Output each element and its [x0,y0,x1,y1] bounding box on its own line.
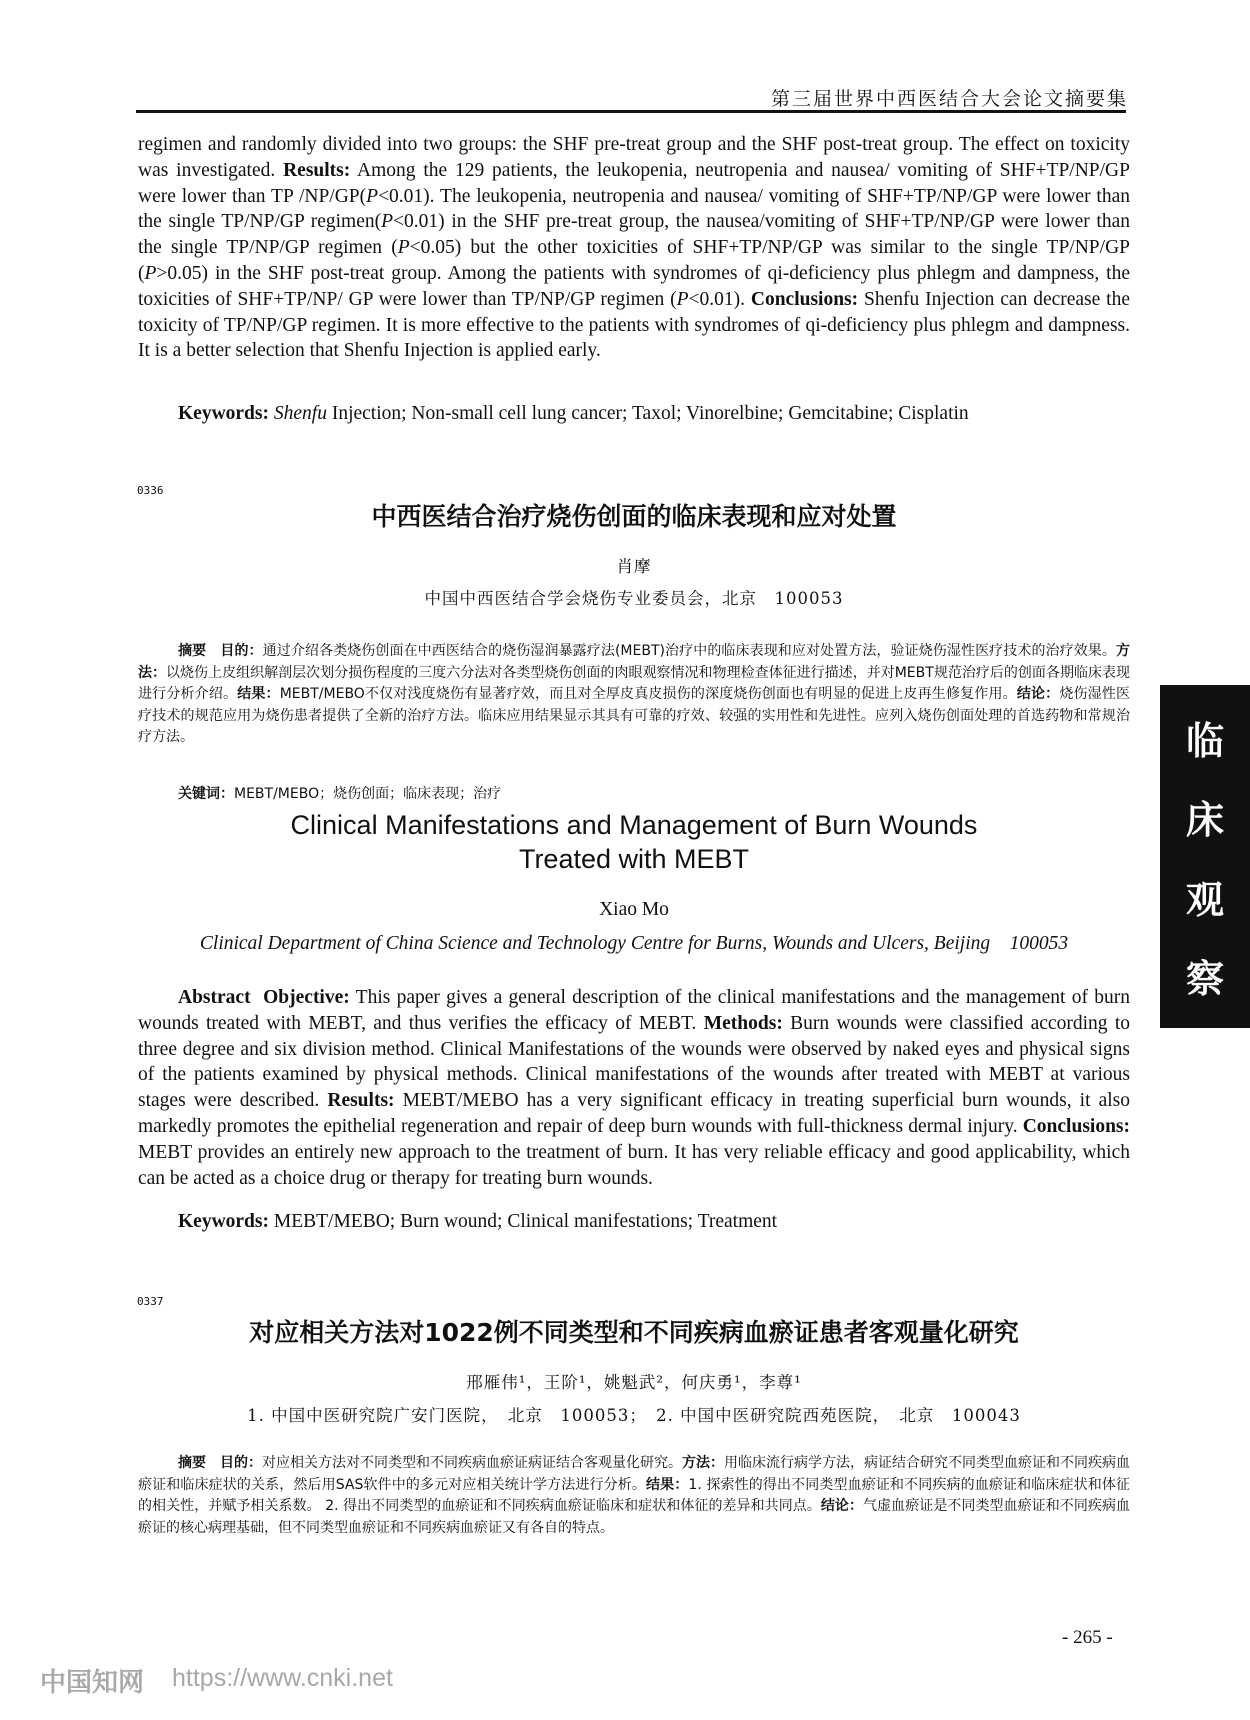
side-tab-char: 床 [1185,797,1224,843]
article-title-en: Clinical Manifestations and Management of Burn Wounds Treated with MEBT [290,810,978,874]
side-tab-char: 观 [1185,876,1224,922]
affiliation-en: Clinical Department of China Science and Technology Centre for Burns, Wounds and Ulcers, Beijing 100053 [199,933,1069,954]
section-side-tab [1160,685,1250,1028]
abstract-en: Abstract Objective: This paper gives a general description of the clinical manifestations and the management of burn wounds treated with MEBT, and thus verifies the efficacy of MEBT. Methods: Burn wounds were classified according to three degree and six division method. Clinical Manifestations of the wounds were observed by naked eyes and physical signs of the patients examined by physical methods. Clinical manifestations of the wounds after treated with MEBT at various stages were described. Results: MEBT/MEBO has a very significant efficacy in treating superficial burn wounds, it also markedly promotes the epithelial regeneration and repair of deep burn wounds with full-thickness dermal injury. Conclusions: MEBT provides an entirely new approach to the treatment of burn. It has very reliable efficacy and good applicability, which can be acted as a choice drug or therapy for treating burn wounds. [138,987,1131,1189]
side-tab-char: 察 [1185,956,1224,1002]
conclusions-label: Conclusions: [750,288,859,310]
side-tab-char: 临 [1185,717,1224,763]
article-id-2: 0337 [137,1295,164,1308]
abstract-cn: 摘要 目的：通过介绍各类烧伤创面在中西医结合的烧伤湿润暴露疗法(MEBT)治疗中的临床表现和应对处置方法，验证烧伤湿性医疗技术的治疗效果。方法：以烧伤上皮组织解剖层次划分损伤程度的三度六分法对各类型烧伤创面的肉眼观察情况和物理检查体征进行描述，并对MEBT规范治疗后的创面各期临床表现进行分析介绍。结果：MEBT/MEBO不仅对浅度烧伤有显著疗效，而且对全厚皮真皮损伤的深度烧伤创面也有明显的促进上皮再生修复作用。结论：烧伤湿性医疗技术的规范应用为烧伤患者提供了全新的治疗方法。临床应用结果显示其具有可靠的疗效、较强的实用性和先进性。应列入烧伤创面处理的首选药物和常规治疗方法。 [138,643,1131,745]
affiliation-cn: 中国中西医结合学会烧伤专业委员会，北京 100053 [424,589,844,608]
abstract-cn-2: 摘要 目的：对应相关方法对不同类型和不同疾病血瘀证病证结合客观量化研究。方法：用临床流行病学方法，病证结合研究不同类型血瘀证和不同疾病血瘀证和临床症状的关系，然后用SAS软件中的多元对应相关统计学方法进行分析。结果：1. 探索性的得出不同类型血瘀证和不同疾病的血瘀证和临床症状和体征的相关性，并赋予相关系数。 2. 得出不同类型的血瘀证和不同疾病血瘀证临床和症状和体征的差异和共同点。结论：气虚血瘀证是不同类型血瘀证和不同疾病血瘀证的核心病理基础，但不同类型血瘀证和不同疾病血瘀证又有各自的特点。 [138,1455,1131,1536]
author-cn: 肖摩 [616,557,652,576]
author-en: Xiao Mo [599,899,669,920]
keywords-cn: 关键词：MEBT/MEBO；烧伤创面；临床表现；治疗 [178,786,502,802]
prev-keywords: Keywords: Shenfu Injection; Non-small cell lung cancer; Taxol; Vinorelbine; Gemcitabine; Cisplatin [178,403,969,424]
running-header: 第三届世界中西医结合大会论文摘要集 [770,88,1128,110]
prev-abstract-paragraph: regimen and randomly divided into two groups: the SHF pre-treat group and the SHF post-treat group. The effect on toxicity was investigated. Results: Among the 129 patients, the leukopenia, neutropenia and nausea/ vomiting of SHF+TP/NP/GP were lower than TP /NP/GP(P<0.01). The leukopenia, neutropenia and nausea/ vomiting of SHF+TP/NP/GP were lower than the single TP/NP/GP regimen(P<0.01) in the SHF pre-treat group, the nausea/vomiting of SHF+TP/NP/GP were lower than the single TP/NP/GP regimen (P<0.05) but the other toxicities of SHF+TP/NP/GP was similar to the single TP/NP/GP (P>0.05) in the SHF post-treat group. Among the patients with syndromes of qi-deficiency plus phlegm and dampness, the toxicities of SHF+TP/NP/ GP were lower than TP/NP/GP regimen (P<0.01). Conclusions: Shenfu Injection can decrease the toxicity of TP/NP/GP regimen. It is more effective to the patients with syndromes of qi-deficiency plus phlegm and dampness. It is a better selection that Shenfu Injection is applied early. [138,134,1130,362]
article-title-cn-2: 对应相关方法对1022例不同类型和不同疾病血瘀证患者客观量化研究 [249,1318,1019,1347]
keywords-en: Keywords: MEBT/MEBO; Burn wound; Clinical manifestations; Treatment [178,1211,778,1232]
cnki-logo: 中国知网 [40,1668,145,1698]
page-number: - 265 - [1062,1627,1113,1648]
authors-cn-2: 邢雁伟¹，王阶¹，姚魁武²，何庆勇¹，李尊¹ [466,1373,802,1392]
affiliation-cn-2: 1. 中国中医研究院广安门医院， 北京 100053； 2. 中国中医研究院西苑医院， 北京 100043 [247,1406,1021,1425]
article-title-cn: 中西医结合治疗烧伤创面的临床表现和应对处置 [371,502,897,531]
cnki-url: https://www.cnki.net [172,1664,393,1692]
article-id: 0336 [137,484,164,497]
results-label: Results: [283,159,351,181]
header-rule [136,110,1126,113]
